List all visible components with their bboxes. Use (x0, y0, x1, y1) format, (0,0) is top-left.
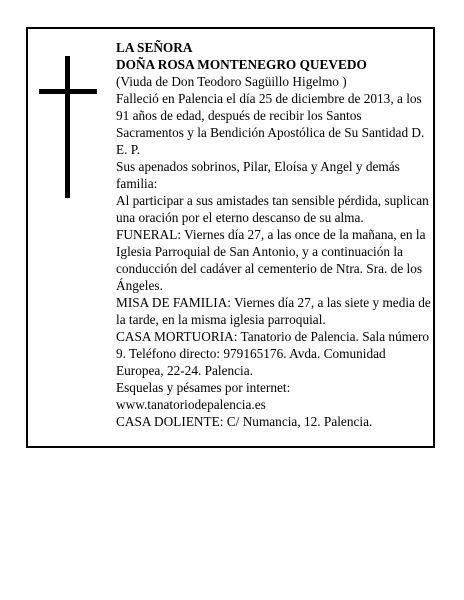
cross-horizontal-bar (39, 89, 97, 94)
obituary-notice (26, 27, 435, 448)
cross-vertical-bar (65, 56, 70, 198)
funeral-home-info: CASA MORTUORIA: Tanatorio de Palencia. Sala número 9. Teléfono directo: 979165176. Avda. Comunidad Europea, 22-24. Palencia. (116, 329, 430, 378)
widow-note: (Viuda de Don Teodoro Sagüillo Higelmo ) (116, 74, 347, 89)
online-condolences: Esquelas y pésames por internet: www.tanatoriodepalencia.es (116, 380, 291, 412)
notice-title-line1: LA SEÑORA (116, 40, 193, 55)
death-announcement: Falleció en Palencia el día 25 de diciembre de 2013, a los 91 años de edad, después de recibir los Santos Sacramentos y la Bendición Apostólica de Su Santidad D. E. P. (116, 91, 425, 157)
notice-text (116, 39, 432, 430)
prayer-request: Al participar a sus amistades tan sensible pérdida, suplican una oración por el eterno descanso de su alma. (116, 193, 429, 225)
family-line: Sus apenados sobrinos, Pilar, Eloísa y Angel y demás familia: (116, 159, 400, 191)
family-home-address: CASA DOLIENTE: C/ Numancia, 12. Palencia. (116, 414, 373, 429)
deceased-name: DOÑA ROSA MONTENEGRO QUEVEDO (116, 57, 367, 72)
family-mass-info: MISA DE FAMILIA: Viernes día 27, a las siete y media de la tarde, en la misma iglesia parroquial. (116, 295, 431, 327)
cross-icon (39, 56, 97, 198)
funeral-info: FUNERAL: Viernes día 27, a las once de la mañana, en la Iglesia Parroquial de San Antonio, y a continuación la conducción del cadáver al cementerio de Ntra. Sra. de los Ángeles. (116, 227, 426, 293)
